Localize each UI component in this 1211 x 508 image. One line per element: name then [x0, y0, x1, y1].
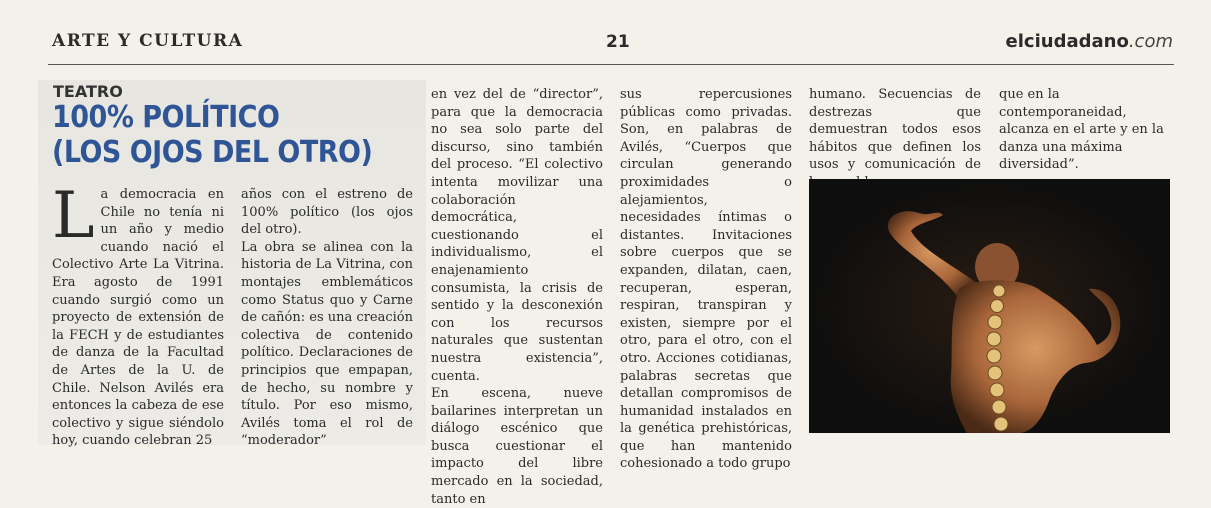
article-column-4 [620, 86, 792, 473]
site-name: elciudadano [1005, 31, 1129, 52]
article-headline [52, 100, 422, 170]
column-6-text: que en la contemporaneidad, alcanza en el arte y en la danza una máxima diversidad”. [999, 87, 1164, 173]
article-kicker: TEATRO [53, 82, 123, 101]
dancer-photo [809, 179, 1170, 433]
column-4-text: sus repercusiones públicas como privadas. Son, en palabras de Avilés, “Cuerpos que circulan generando proximidades o alejamientos, necesidades íntimas o distantes. Invitaciones sobre cuerpos que se expanden, dilatan, caen, recuperan, esperan, respiran, transpiran y existen, siempre por el otro, para el otro, con el otro. Acciones cotidianas, palabras secretas que detallan compromisos de humanidad instalados en la genética prehistóricas, que han mantenido cohesionado a todo grupo [620, 87, 792, 472]
column-3-paragraph-1: en vez del de “director”, para que la democracia no sea solo parte del discurso, sino también del proceso. “El colectivo intenta movilizar una colaboración democrática, cuestionando el individualismo, el enajenamiento consumista, la crisis de sentido y la desconexión con los recursos naturales que sustentan nuestra existencia”, cuenta. [431, 87, 603, 384]
column-5-text: humano. Secuencias de destrezas que demuestran todos esos hábitos que definen los usos y comunicación de [809, 87, 981, 173]
dancer-illustration [809, 179, 1170, 433]
article-column-1 [52, 179, 224, 450]
article-column-2 [241, 186, 413, 450]
column-2-paragraph-1: años con el estreno de 100% político (los ojos del otro). [241, 187, 413, 238]
header-rule [48, 64, 1174, 65]
headline-line-2: (LOS OJOS DEL OTRO) [52, 135, 373, 170]
page-header [0, 0, 1211, 70]
article-column-6 [999, 86, 1171, 174]
drop-cap: L [52, 179, 95, 253]
page-number: 21 [606, 32, 630, 52]
section-name: ARTE Y CULTURA [52, 31, 244, 51]
site-logo [1006, 31, 1173, 52]
column-3-paragraph-2: En escena, nueve bailarines interpretan un diálogo escénico que busca cuestionar el impacto del libre mercado en la sociedad, tanto en [431, 386, 603, 507]
article-column-5 [809, 86, 981, 192]
column-1-text: a democracia en Chile no tenía ni un año y medio cuando nació el Colectivo Arte La Vitrina. Era agosto de 1991 cuando surgió como un proyecto de extensión de la FECH y de estudiantes de danza de la Facultad de Artes de la U. de Chile. Nelson Avilés era entonces la cabeza de ese colectivo y sigue siéndolo hoy, cuando celebran 25 [52, 187, 224, 449]
column-2-paragraph-2: La obra se alinea con la historia de La Vitrina, con montajes emblemáticos como Status quo y Carne de cañón: es una creación colectiva de contenido político. Declaraciones de principios que empapan, de hecho, su nombre y título. Por eso mismo, Avilés toma el rol de “moderador” [241, 239, 413, 449]
headline-line-1: 100% POLÍTICO [52, 100, 280, 135]
site-domain: .com [1128, 31, 1173, 52]
